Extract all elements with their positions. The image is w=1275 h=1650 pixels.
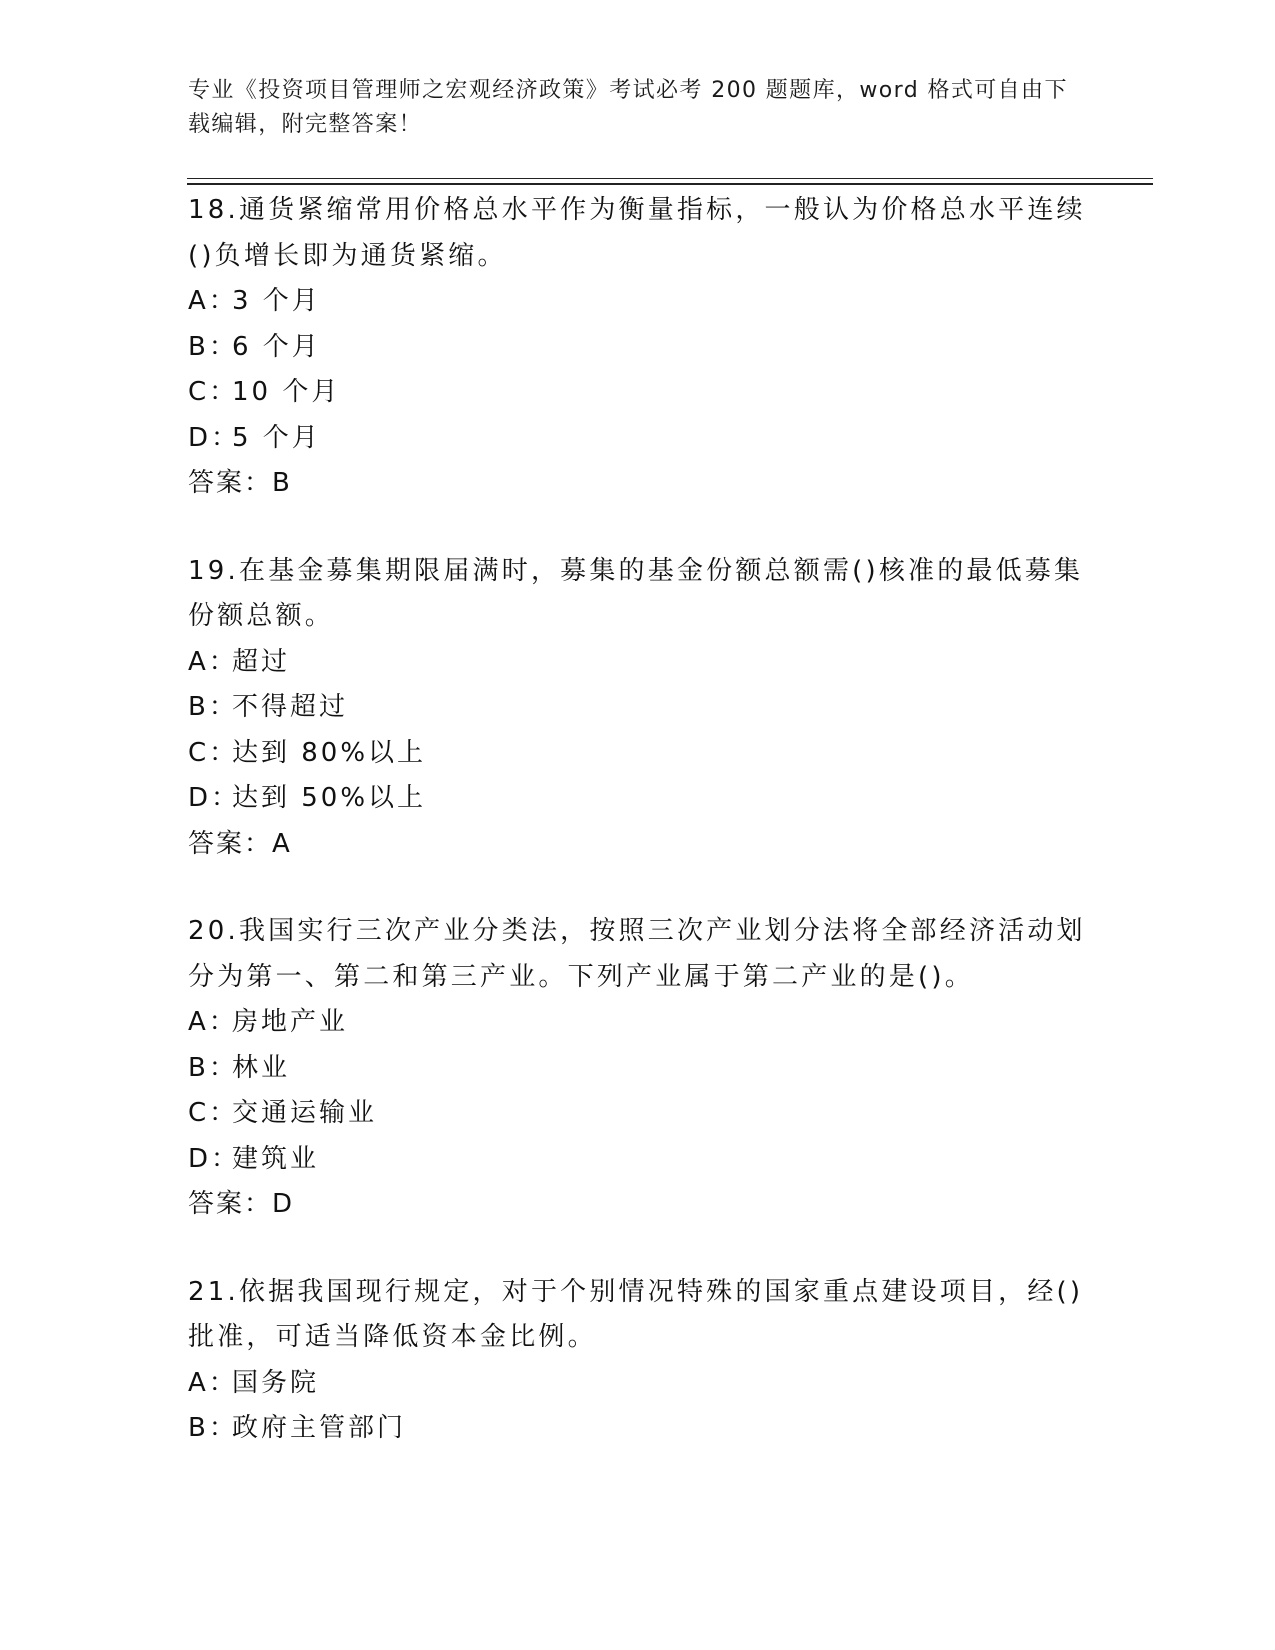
- option-a: [188, 640, 1088, 686]
- question-stem: 18.通货紧缩常用价格总水平作为衡量指标，一般认为价格总水平连续()负增长即为通货紧缩。: [188, 195, 1086, 271]
- question-18: [188, 188, 1088, 507]
- option-b: [188, 325, 1088, 371]
- document-header: 专业《投资项目管理师之宏观经济政策》考试必考 200 题题库，word 格式可自由下载编辑，附完整答案！: [188, 78, 1068, 137]
- option-letter: B：: [188, 692, 238, 722]
- option-letter: C：: [188, 1098, 239, 1128]
- option-text: 林业: [232, 1052, 291, 1083]
- option-letter: B：: [188, 331, 238, 362]
- option-letter: C：: [188, 737, 239, 768]
- option-c: [188, 370, 1088, 416]
- option-a: [188, 279, 1088, 325]
- option-c: [188, 731, 1088, 777]
- option-text: 5 个月: [232, 422, 321, 453]
- option-text: 达到 50%以上: [232, 783, 427, 813]
- option-text: 政府主管部门: [232, 1413, 407, 1443]
- option-text: 6 个月: [232, 331, 321, 362]
- option-letter: A：: [188, 1007, 238, 1037]
- answer-line: 答案：B: [188, 468, 292, 498]
- option-letter: D：: [188, 1143, 241, 1174]
- option-letter: A：: [188, 1367, 238, 1398]
- option-d: [188, 416, 1088, 462]
- option-text: 国务院: [232, 1367, 320, 1398]
- option-letter: A：: [188, 286, 238, 316]
- option-b: [188, 685, 1088, 731]
- option-letter: B：: [188, 1052, 238, 1083]
- option-text: 10 个月: [232, 377, 341, 407]
- option-d: [188, 1137, 1088, 1183]
- question-stem: 20.我国实行三次产业分类法，按照三次产业划分法将全部经济活动划分为第一、第二和第三产业。下列产业属于第二产业的是()。: [188, 916, 1086, 992]
- option-text: 达到 80%以上: [232, 737, 427, 768]
- option-a: [188, 1361, 1088, 1407]
- option-b: [188, 1046, 1088, 1092]
- option-text: 3 个月: [232, 286, 321, 316]
- question-19: [188, 549, 1088, 868]
- answer-line: 答案：A: [188, 828, 292, 859]
- option-text: 房地产业: [232, 1007, 349, 1037]
- question-stem: 19.在基金募集期限届满时，募集的基金份额总额需()核准的最低募集份额总额。: [188, 555, 1084, 631]
- option-text: 不得超过: [232, 692, 349, 722]
- option-letter: A：: [188, 646, 238, 677]
- question-stem: 21.依据我国现行规定，对于个别情况特殊的国家重点建设项目，经()批准，可适当降低资本金比例。: [188, 1276, 1084, 1352]
- answer-line: 答案：D: [188, 1189, 295, 1219]
- option-letter: B：: [188, 1413, 238, 1443]
- header-rule-thick: [187, 183, 1153, 185]
- option-text: 超过: [232, 646, 291, 677]
- option-text: 建筑业: [232, 1143, 320, 1174]
- option-letter: D：: [188, 422, 241, 453]
- option-c: [188, 1091, 1088, 1137]
- option-letter: D：: [188, 783, 241, 813]
- option-b: [188, 1406, 1088, 1452]
- question-21: [188, 1270, 1088, 1452]
- option-a: [188, 1000, 1088, 1046]
- option-letter: C：: [188, 377, 239, 407]
- option-text: 交通运输业: [232, 1098, 378, 1128]
- question-20: [188, 909, 1088, 1228]
- header-rule-thin: [187, 178, 1153, 179]
- option-d: [188, 776, 1088, 822]
- question-list: [188, 188, 1088, 1494]
